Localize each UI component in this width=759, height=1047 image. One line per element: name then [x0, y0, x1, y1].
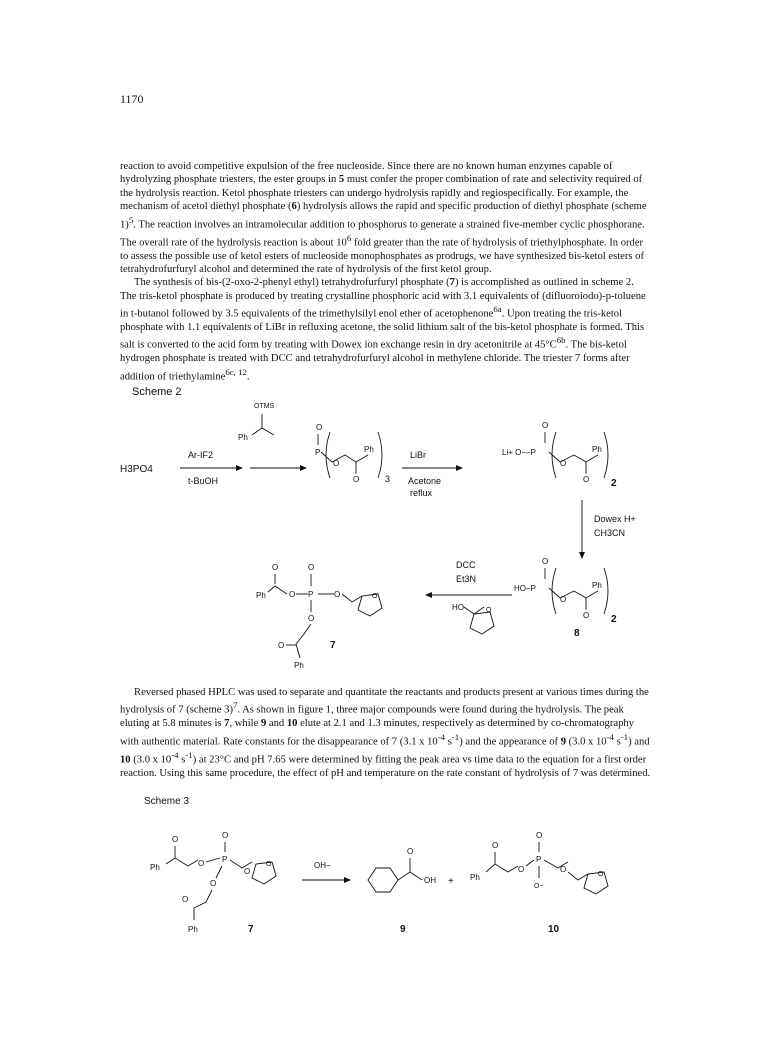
- text-run: .: [246, 371, 250, 383]
- reagent-1-top: Ar-IF2: [188, 450, 214, 460]
- ominus-label: O−: [534, 883, 544, 890]
- p-oxo: O: [536, 831, 543, 840]
- compound-ref: 5: [338, 174, 345, 186]
- ph-label: Ph: [294, 661, 304, 670]
- o-p-bond: [526, 860, 534, 866]
- ketol-chain: [486, 864, 518, 872]
- et3n-label: Et3N: [456, 574, 477, 584]
- compound-7-label: 7: [330, 640, 336, 651]
- text-run: s: [178, 754, 186, 766]
- compound-ref: 7: [449, 277, 455, 289]
- p-o-label: O: [560, 865, 567, 874]
- thf-o: O: [598, 871, 604, 878]
- text-run: . Upon treating the tris-ketol phosphate with 1.1 equivalents of LiBr in refluxing acetone, the solid lithium salt of the bis-ketol phosphate is formed. This salt is converted to the acid form by treating with Dowex ion exchange resin in dry acetonitrile at 45°C: [120, 308, 645, 351]
- arrow-head: [344, 877, 351, 883]
- ester-o: O: [333, 459, 340, 468]
- text-run: ) at 23°C and pH 7.65 were determined by fitting the peak area vs time data to the equation for a first order reaction. Using this same procedure, the effect of pH and temperature on the rate constant of hydrolysis of 7 was determined.: [120, 754, 651, 779]
- p-oxo: O: [222, 831, 229, 840]
- thf-ring: [584, 872, 608, 894]
- li-salt-label: Li+ O−–P: [502, 448, 536, 457]
- text-run: . The reaction involves an intramolecular addition to phosphorus to generate a strained five-member cyclic phosphorane. The overall rate of the hydrolysis reaction is about 10: [120, 219, 645, 249]
- text-run: elute at 2.1 and 1.3 minutes, respectively as determined by co-chromatography with authentic material. Rate constants for the disappearance of 7 (3.1 x 10: [120, 718, 634, 748]
- compound-7-label: 7: [248, 924, 254, 935]
- ch3cn-label: CH3CN: [594, 528, 626, 538]
- text-run: . The bis-ketol hydrogen phosphate is treated with DCC and tetrahydrofurfuryl alcohol in methylene chloride. The triester 7 forms after addition of triethylamine: [120, 340, 630, 383]
- subscript-2: 2: [611, 478, 617, 489]
- p-o-label: O: [334, 590, 341, 599]
- p-oxo: O: [308, 563, 315, 572]
- exponent: -1: [620, 731, 629, 742]
- o-down-label: O: [308, 614, 315, 623]
- text-run: (3.0 x 10: [565, 736, 607, 748]
- dcc-label: DCC: [456, 560, 476, 570]
- ph-label: Ph: [256, 591, 266, 600]
- scheme2-caption: Scheme 2: [132, 386, 182, 398]
- reagent-1-bottom: t-BuOH: [188, 476, 219, 486]
- citation: 7: [232, 700, 238, 711]
- citation: 6a: [493, 304, 502, 315]
- ketol-chain: [166, 858, 198, 866]
- citation: 5: [128, 214, 134, 225]
- p-atom: P: [315, 448, 321, 457]
- ho-label: HO: [452, 603, 464, 612]
- compound-ref: 6: [291, 201, 297, 213]
- ester-o: O: [560, 459, 567, 468]
- h3po4-label: H3PO4: [120, 464, 153, 475]
- ph-label: Ph: [592, 581, 602, 590]
- libr-label: LiBr: [410, 450, 427, 460]
- p-atom: P: [222, 855, 228, 864]
- p-o-down-bond: [216, 866, 222, 878]
- p-oxo: O: [542, 557, 549, 566]
- compound-ref: 7: [224, 718, 230, 730]
- acetone-label: Acetone: [408, 476, 442, 486]
- ketone-o: O: [583, 475, 590, 484]
- compound-ref: 10: [120, 754, 131, 766]
- hydroxide-label: OH−: [314, 861, 331, 870]
- p-oxo: O: [316, 423, 323, 432]
- subscript-2: 2: [611, 614, 617, 625]
- exponent: -1: [451, 731, 460, 742]
- ketone-o: O: [407, 847, 414, 856]
- reflux-label: reflux: [410, 488, 433, 498]
- dowex-label: Dowex H+: [594, 514, 636, 524]
- ph-label: Ph: [150, 863, 160, 872]
- ketone-o: O: [182, 895, 189, 904]
- text-run: ) and: [628, 736, 650, 748]
- compound-ref: 10: [286, 718, 298, 730]
- citation: 6c, 12: [225, 366, 247, 377]
- o-label: O: [518, 865, 525, 874]
- thf-o: O: [372, 593, 378, 600]
- compound-8-label: 8: [574, 628, 580, 639]
- text-run: . As shown in figure 1, three major compounds were found during the hydrolysis. The peak eluting at 5.8 minutes is: [120, 704, 624, 730]
- ketone-o: O: [353, 475, 360, 484]
- p-o-label: O: [244, 867, 251, 876]
- ketol-chain: [398, 872, 422, 880]
- text-run: Reversed phased HPLC was used to separate and quantitate the reactants and products present at various times during the hydrolysis of 7 (scheme 3): [120, 687, 649, 716]
- ketone-o: O: [492, 841, 499, 850]
- exponent: -4: [171, 749, 179, 760]
- p-oxo: O: [542, 421, 549, 430]
- ph-label: Ph: [470, 873, 480, 882]
- compound-9-label: 9: [400, 924, 406, 935]
- text-run: and: [266, 718, 287, 730]
- thf-chain: [568, 872, 588, 880]
- ketone-o: O: [172, 835, 179, 844]
- thf-ring: [252, 862, 276, 884]
- compound-10-label: 10: [548, 924, 560, 935]
- plus-sign: +: [448, 876, 454, 887]
- text-run: reaction to avoid competitive expulsion of the free nucleoside. Since there are no known human enzymes capable of hydrolyzing phosphate triesters, the ester groups in: [120, 161, 613, 186]
- p-atom: P: [536, 855, 542, 864]
- thf-o: O: [486, 607, 492, 614]
- scheme3-caption: Scheme 3: [144, 796, 190, 807]
- ph-label: Ph: [364, 445, 374, 454]
- o-p-bond: [206, 858, 220, 862]
- o-p-label: O: [289, 590, 296, 599]
- ph-label: Ph: [592, 445, 602, 454]
- text-run: The synthesis of bis-(2-oxo-2-phenyl ethyl) tetrahydrofurfuryl phosphate (: [134, 277, 450, 289]
- exponent: -4: [606, 731, 614, 742]
- benzene-ring: [368, 868, 398, 892]
- ketone-o: O: [583, 611, 590, 620]
- text-run: fold greater than the rate of hydrolysis of triethylphosphate. In order to assess the possible use of ketol esters of nucleoside monophosphates as prodrugs, we have synthesized bis-ketol esters of tetrahydrofurfuryl alcohol and determined the rate of hydrolysis of the first ketol group.: [120, 237, 644, 275]
- subscript-3: 3: [385, 474, 391, 484]
- text-run: ) is accomplished as outlined in scheme 2. The tris-ketol phosphate is produced by treating crystalline phosphoric acid with 3.1 equivalents of (difluoroiodo)-p-toluene in t-butanol followed by 3.5 equivalents of the trimethylsilyl enol ether of acetophenone: [120, 277, 646, 320]
- ho-p-label: HO–P: [514, 584, 536, 593]
- text-run: ) and the appearance of: [459, 736, 561, 748]
- o-down-label: O: [210, 879, 217, 888]
- o-label: O: [198, 859, 205, 868]
- text-run: must confer the proper combination of rate and selectivity required of the hydrolysis reaction. Ketol phosphate triesters can undergo hydrolysis rapidly and regiospecifically. For example, the mechanism of acetol diethyl phosphate (: [120, 174, 643, 213]
- text-run: (3.0 x 10: [130, 754, 172, 766]
- exponent: 6: [346, 232, 352, 243]
- citation: 6b: [556, 335, 566, 346]
- text-run: s: [613, 736, 621, 748]
- compound-ref: 9: [260, 718, 267, 730]
- text-run: , while: [229, 718, 261, 730]
- ph-label: Ph: [188, 925, 198, 934]
- thf-o: O: [266, 861, 272, 868]
- text-run: ) hydrolysis allows the rapid and specific production of diethyl phosphate (scheme 1): [120, 201, 647, 231]
- ph-label: Ph: [238, 433, 248, 442]
- exponent: -4: [437, 731, 446, 742]
- otms-label: OTMS: [254, 403, 275, 410]
- ester-o: O: [560, 595, 567, 604]
- exponent: -1: [185, 749, 193, 760]
- ketone-o: O: [272, 563, 279, 572]
- p-atom: P: [308, 590, 314, 599]
- compound-ref: 9: [560, 736, 566, 748]
- oh-label: OH: [424, 876, 436, 885]
- ketone-o: O: [278, 641, 285, 650]
- text-run: s: [445, 736, 452, 748]
- ketol-chain-2: [194, 890, 212, 908]
- page-number: 1170: [120, 92, 144, 106]
